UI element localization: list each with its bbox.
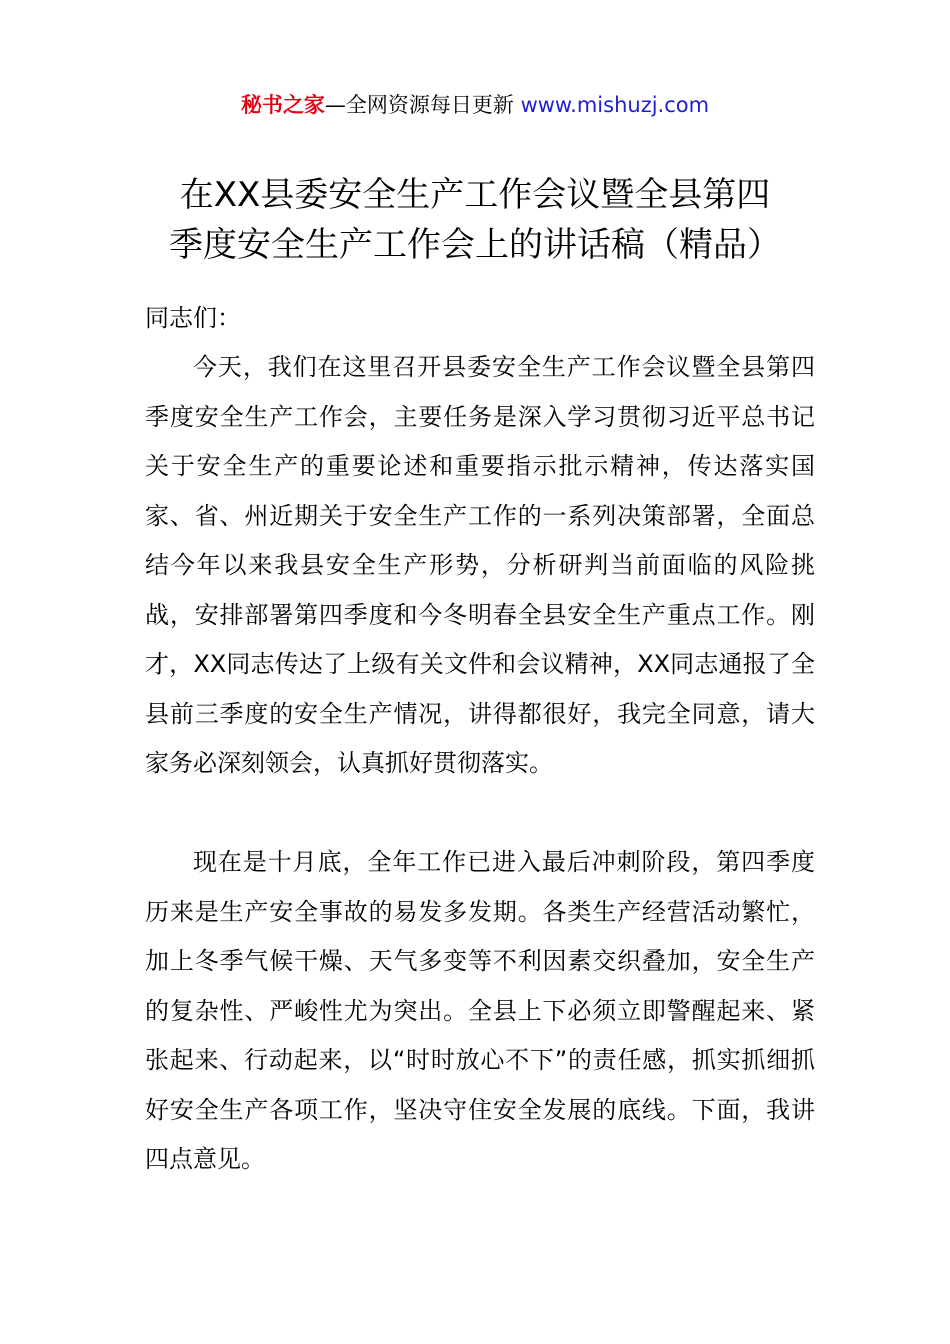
site-url-link[interactable]: www.mishuzj.com: [520, 93, 710, 117]
title-line-1: 在XX县委安全生产工作会议暨全县第四: [179, 175, 771, 215]
header-tagline: —全网资源每日更新: [324, 93, 514, 117]
title-line-2: 季度安全生产工作会上的讲话稿（精品）: [169, 225, 781, 265]
salutation: 同志们：: [145, 304, 241, 332]
document-title: [120, 170, 830, 270]
brand-name: 秘书之家: [240, 93, 325, 117]
body-paragraph-2: 现在是十月底，全年工作已进入最后冲刺阶段，第四季度历来是生产安全事故的易发多发期。各类生产经营活动繁忙，加上冬季气候干燥、天气多变等不利因素交织叠加，安全生产的复杂性、严峻性尤为突出。全县上下必须立即警醒起来、紧张起来、行动起来，以“时时放心不下”的责任感，抓实抓细抓好安全生产各项工作，坚决守住安全发展的底线。下面，我讲四点意见。: [145, 848, 815, 1173]
site-header: [0, 90, 950, 120]
body-paragraph-1: 今天，我们在这里召开县委安全生产工作会议暨全县第四季度安全生产工作会，主要任务是深入学习贯彻习近平总书记关于安全生产的重要论述和重要指示批示精神，传达落实国家、省、州近期关于安全生产工作的一系列决策部署，全面总结今年以来我县安全生产形势，分析研判当前面临的风险挑战，安排部署第四季度和今冬明春全县安全生产重点工作。刚才，XX同志传达了上级有关文件和会议精神，XX同志通报了全县前三季度的安全生产情况，讲得都很好，我完全同意，请大家务必深刻领会，认真抓好贯彻落实。: [145, 353, 815, 777]
